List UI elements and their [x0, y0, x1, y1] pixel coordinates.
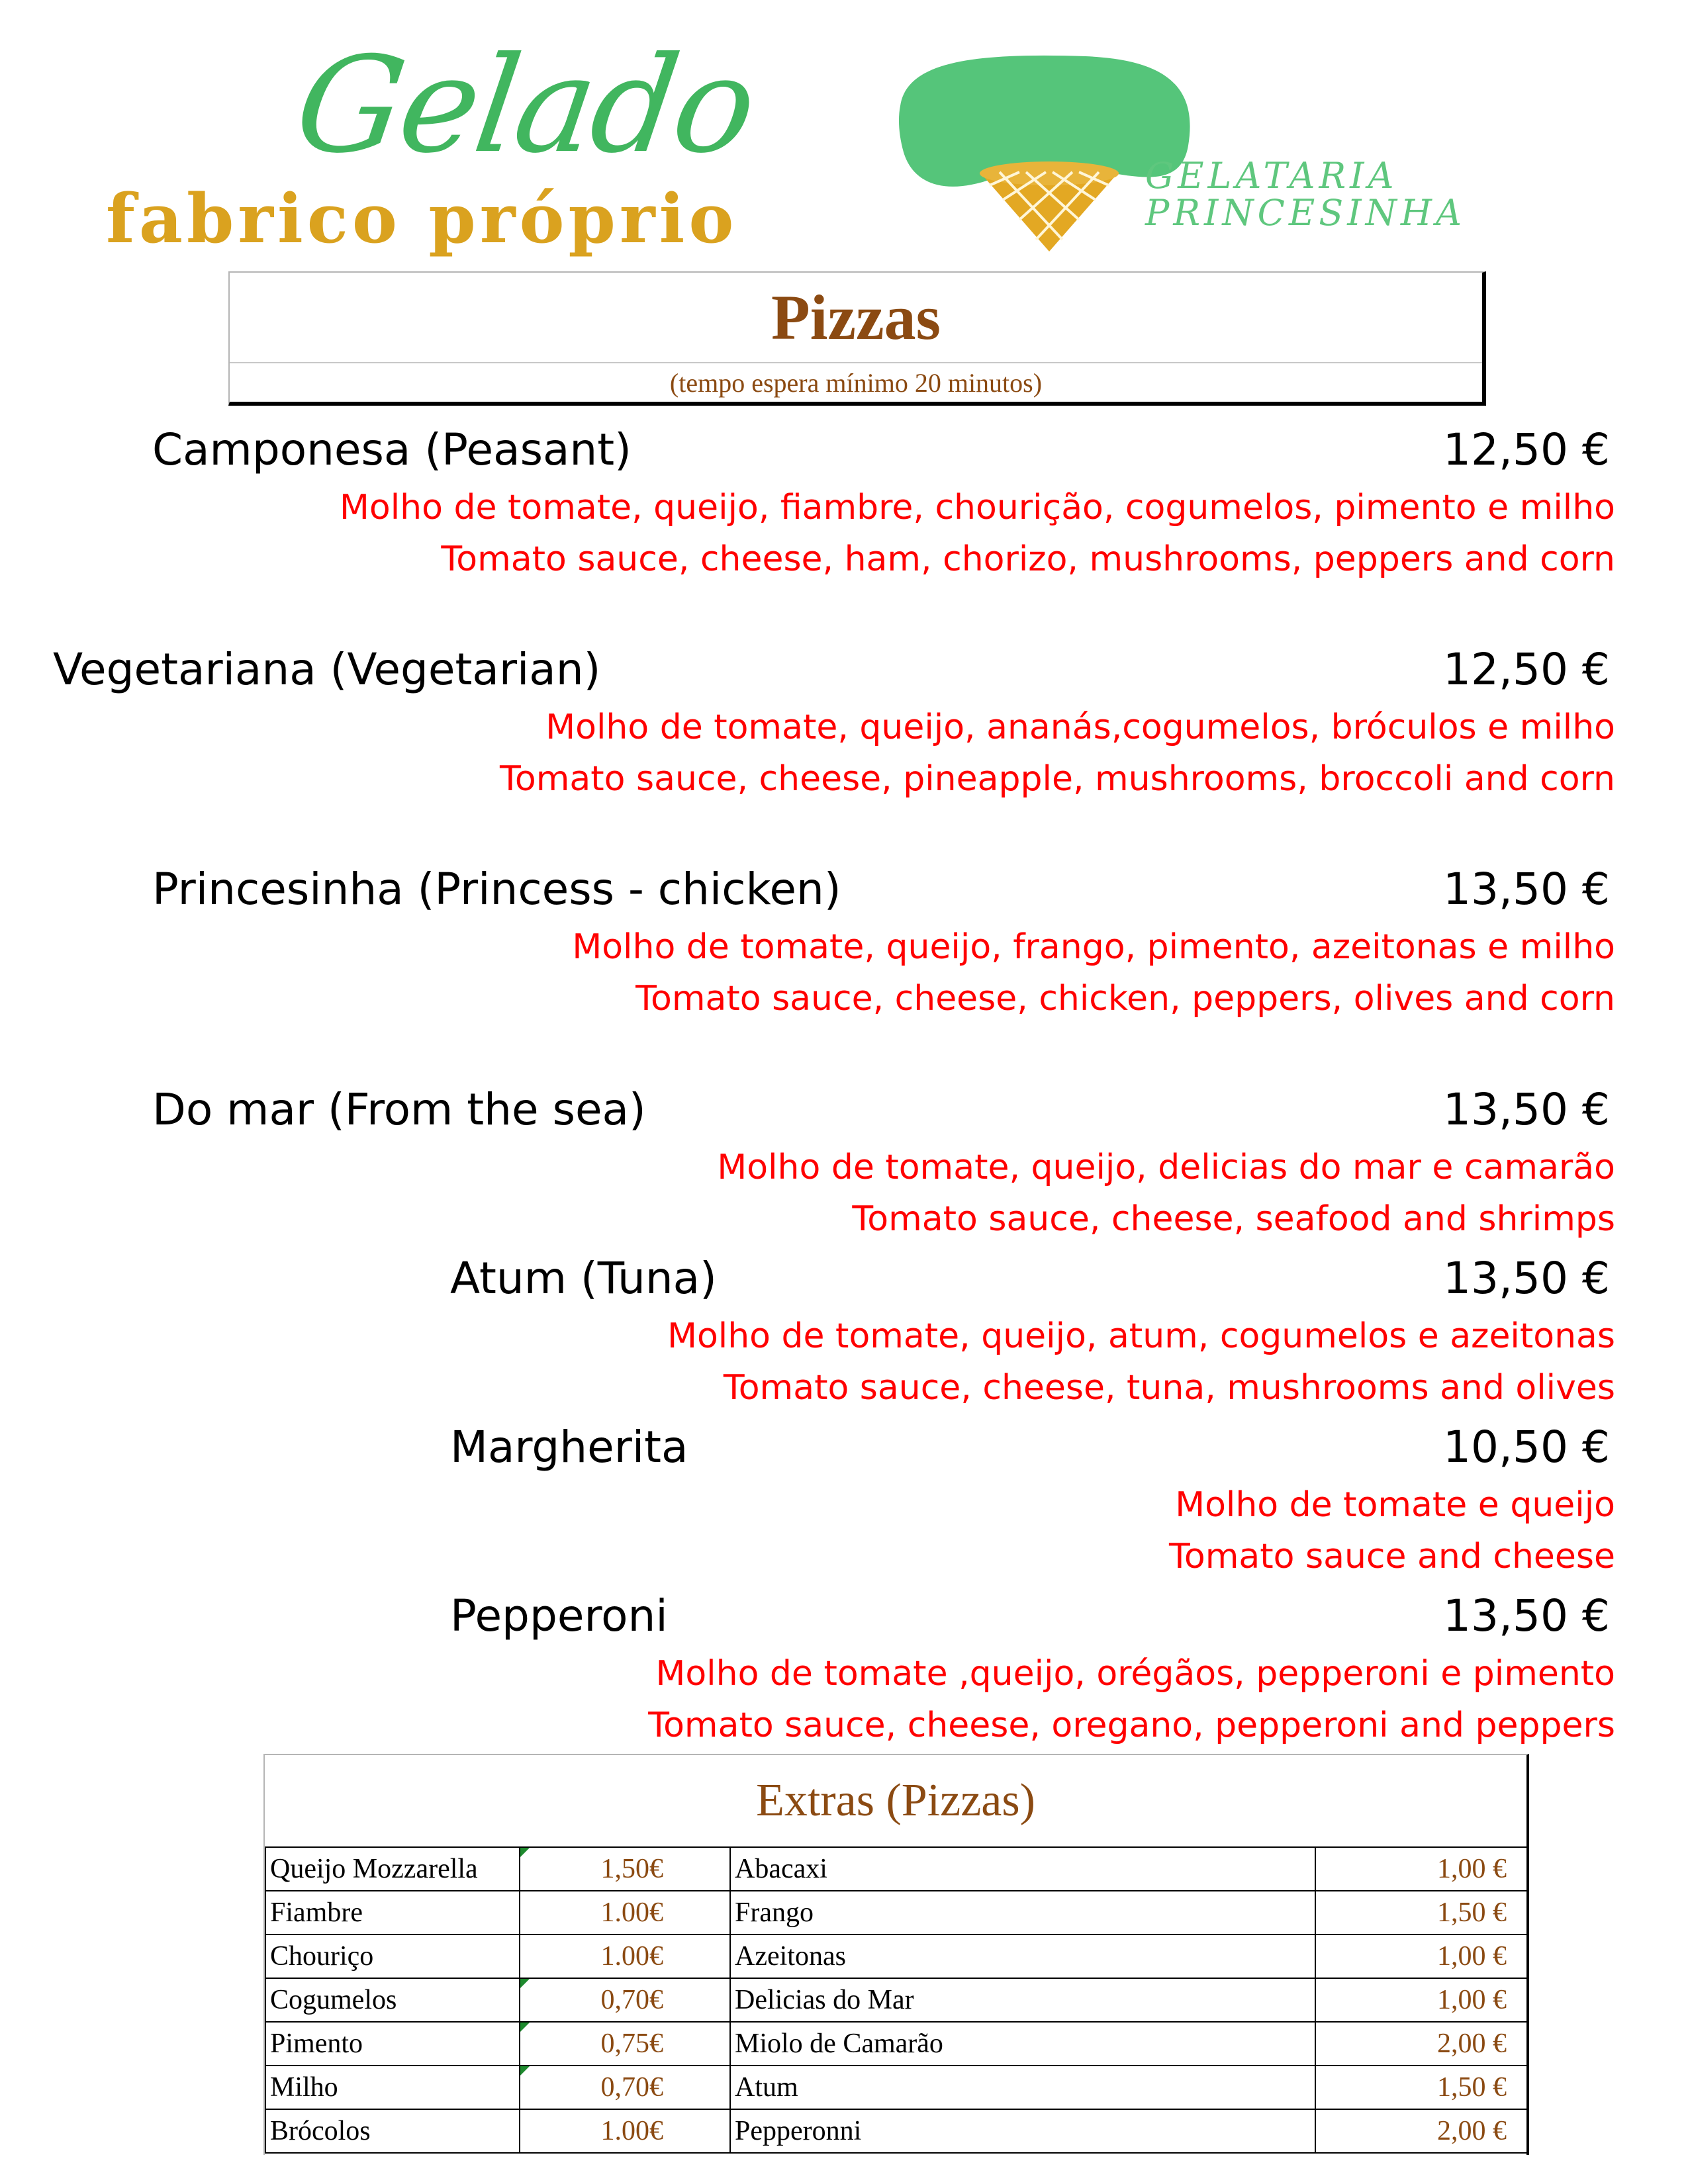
- extra-price: 1,50 €: [1315, 2066, 1527, 2109]
- table-row: [265, 1978, 1527, 2022]
- extra-price: 1,50 €: [1315, 1891, 1527, 1934]
- pizza-name: Vegetariana (Vegetarian): [53, 644, 601, 695]
- extra-price: 1,00 €: [1315, 1978, 1527, 2022]
- extra-price: 1.00€: [520, 1891, 730, 1934]
- extra-item: Milho: [265, 2066, 520, 2109]
- table-row: [265, 1891, 1527, 1934]
- gelataria-princesinha-brand: [1145, 155, 1582, 234]
- pizza-description-en: Tomato sauce, cheese, pineapple, mushrooms, broccoli and corn: [500, 759, 1615, 799]
- gelado-script-title: Gelado: [287, 28, 763, 183]
- pizza-price: 13,50 €: [1443, 864, 1610, 915]
- extra-price: 2,00 €: [1315, 2109, 1527, 2153]
- pizza-description-pt: Molho de tomate, queijo, delicias do mar e camarão: [717, 1148, 1615, 1187]
- extra-item: Cogumelos: [265, 1978, 520, 2022]
- pizza-description-en: Tomato sauce and cheese: [1169, 1537, 1615, 1576]
- extra-price: 1.00€: [520, 1934, 730, 1978]
- pizza-description-en: Tomato sauce, cheese, ham, chorizo, mushrooms, peppers and corn: [441, 539, 1615, 579]
- extra-price: 1,00 €: [1315, 1847, 1527, 1891]
- pizza-price: 12,50 €: [1443, 424, 1610, 475]
- extra-item: Atum: [730, 2066, 1315, 2109]
- brand-line-1: GELATARIA: [1145, 155, 1398, 197]
- table-row: [265, 1847, 1527, 1891]
- pizza-description-en: Tomato sauce, cheese, tuna, mushrooms and olives: [723, 1368, 1615, 1408]
- pizza-name: Camponesa (Peasant): [152, 424, 632, 475]
- pizza-name: Do mar (From the sea): [152, 1084, 646, 1135]
- fabrico-proprio-subtitle: fabrico próprio: [106, 179, 738, 259]
- pizza-description-pt: Molho de tomate ,queijo, orégãos, pepperoni e pimento: [655, 1654, 1615, 1694]
- extras-grid: [265, 1846, 1528, 2154]
- pizza-price: 13,50 €: [1443, 1590, 1610, 1641]
- extra-item: Pepperonni: [730, 2109, 1315, 2153]
- extra-price: 1,50€: [520, 1847, 730, 1891]
- extra-item: Abacaxi: [730, 1847, 1315, 1891]
- extra-price: 1.00€: [520, 2109, 730, 2153]
- pizza-price: 10,50 €: [1443, 1422, 1610, 1473]
- table-row: [265, 1934, 1527, 1978]
- extra-price: 1,00 €: [1315, 1934, 1527, 1978]
- pizza-description-en: Tomato sauce, cheese, chicken, peppers, olives and corn: [635, 979, 1615, 1019]
- table-row: [265, 2109, 1527, 2153]
- extras-table: [263, 1754, 1529, 2155]
- pizza-description-en: Tomato sauce, cheese, oregano, pepperoni and peppers: [648, 1706, 1615, 1745]
- wait-time-note: (tempo espera mínimo 20 minutos): [669, 368, 1043, 398]
- pizzas-title-box: [228, 271, 1486, 406]
- pizza-description-pt: Molho de tomate, queijo, frango, pimento, azeitonas e milho: [572, 927, 1615, 967]
- extra-item: Miolo de Camarão: [730, 2022, 1315, 2066]
- extra-item: Azeitonas: [730, 1934, 1315, 1978]
- pizza-description-pt: Molho de tomate, queijo, fiambre, chourição, cogumelos, pimento e milho: [340, 488, 1615, 527]
- table-row: [265, 2066, 1527, 2109]
- pizza-price: 13,50 €: [1443, 1253, 1610, 1304]
- extra-item: Chouriço: [265, 1934, 520, 1978]
- brand-line-2: PRINCESINHA: [1145, 192, 1466, 234]
- extra-item: Pimento: [265, 2022, 520, 2066]
- pizza-description-en: Tomato sauce, cheese, seafood and shrimps: [852, 1199, 1615, 1239]
- extra-item: Fiambre: [265, 1891, 520, 1934]
- pizza-name: Margherita: [450, 1422, 688, 1473]
- section-title: Pizzas: [230, 273, 1482, 363]
- pizza-name: Princesinha (Princess - chicken): [152, 864, 841, 915]
- pizza-description-pt: Molho de tomate e queijo: [1175, 1485, 1615, 1525]
- pizza-description-pt: Molho de tomate, queijo, ananás,cogumelos, bróculos e milho: [545, 707, 1615, 747]
- pizza-name: Pepperoni: [450, 1590, 668, 1641]
- table-row: [265, 2022, 1527, 2066]
- extra-price: 0,75€: [520, 2022, 730, 2066]
- pizza-price: 12,50 €: [1443, 644, 1610, 695]
- extra-item: Frango: [730, 1891, 1315, 1934]
- extra-item: Delicias do Mar: [730, 1978, 1315, 2022]
- extra-price: 0,70€: [520, 2066, 730, 2109]
- pizza-description-pt: Molho de tomate, queijo, atum, cogumelos e azeitonas: [667, 1316, 1615, 1356]
- pizza-name: Atum (Tuna): [450, 1253, 717, 1304]
- extra-item: Queijo Mozzarella: [265, 1847, 520, 1891]
- extra-price: 2,00 €: [1315, 2022, 1527, 2066]
- pizza-price: 13,50 €: [1443, 1084, 1610, 1135]
- extras-title: Extras (Pizzas): [756, 1775, 1035, 1826]
- extra-item: Brócolos: [265, 2109, 520, 2153]
- extra-price: 0,70€: [520, 1978, 730, 2022]
